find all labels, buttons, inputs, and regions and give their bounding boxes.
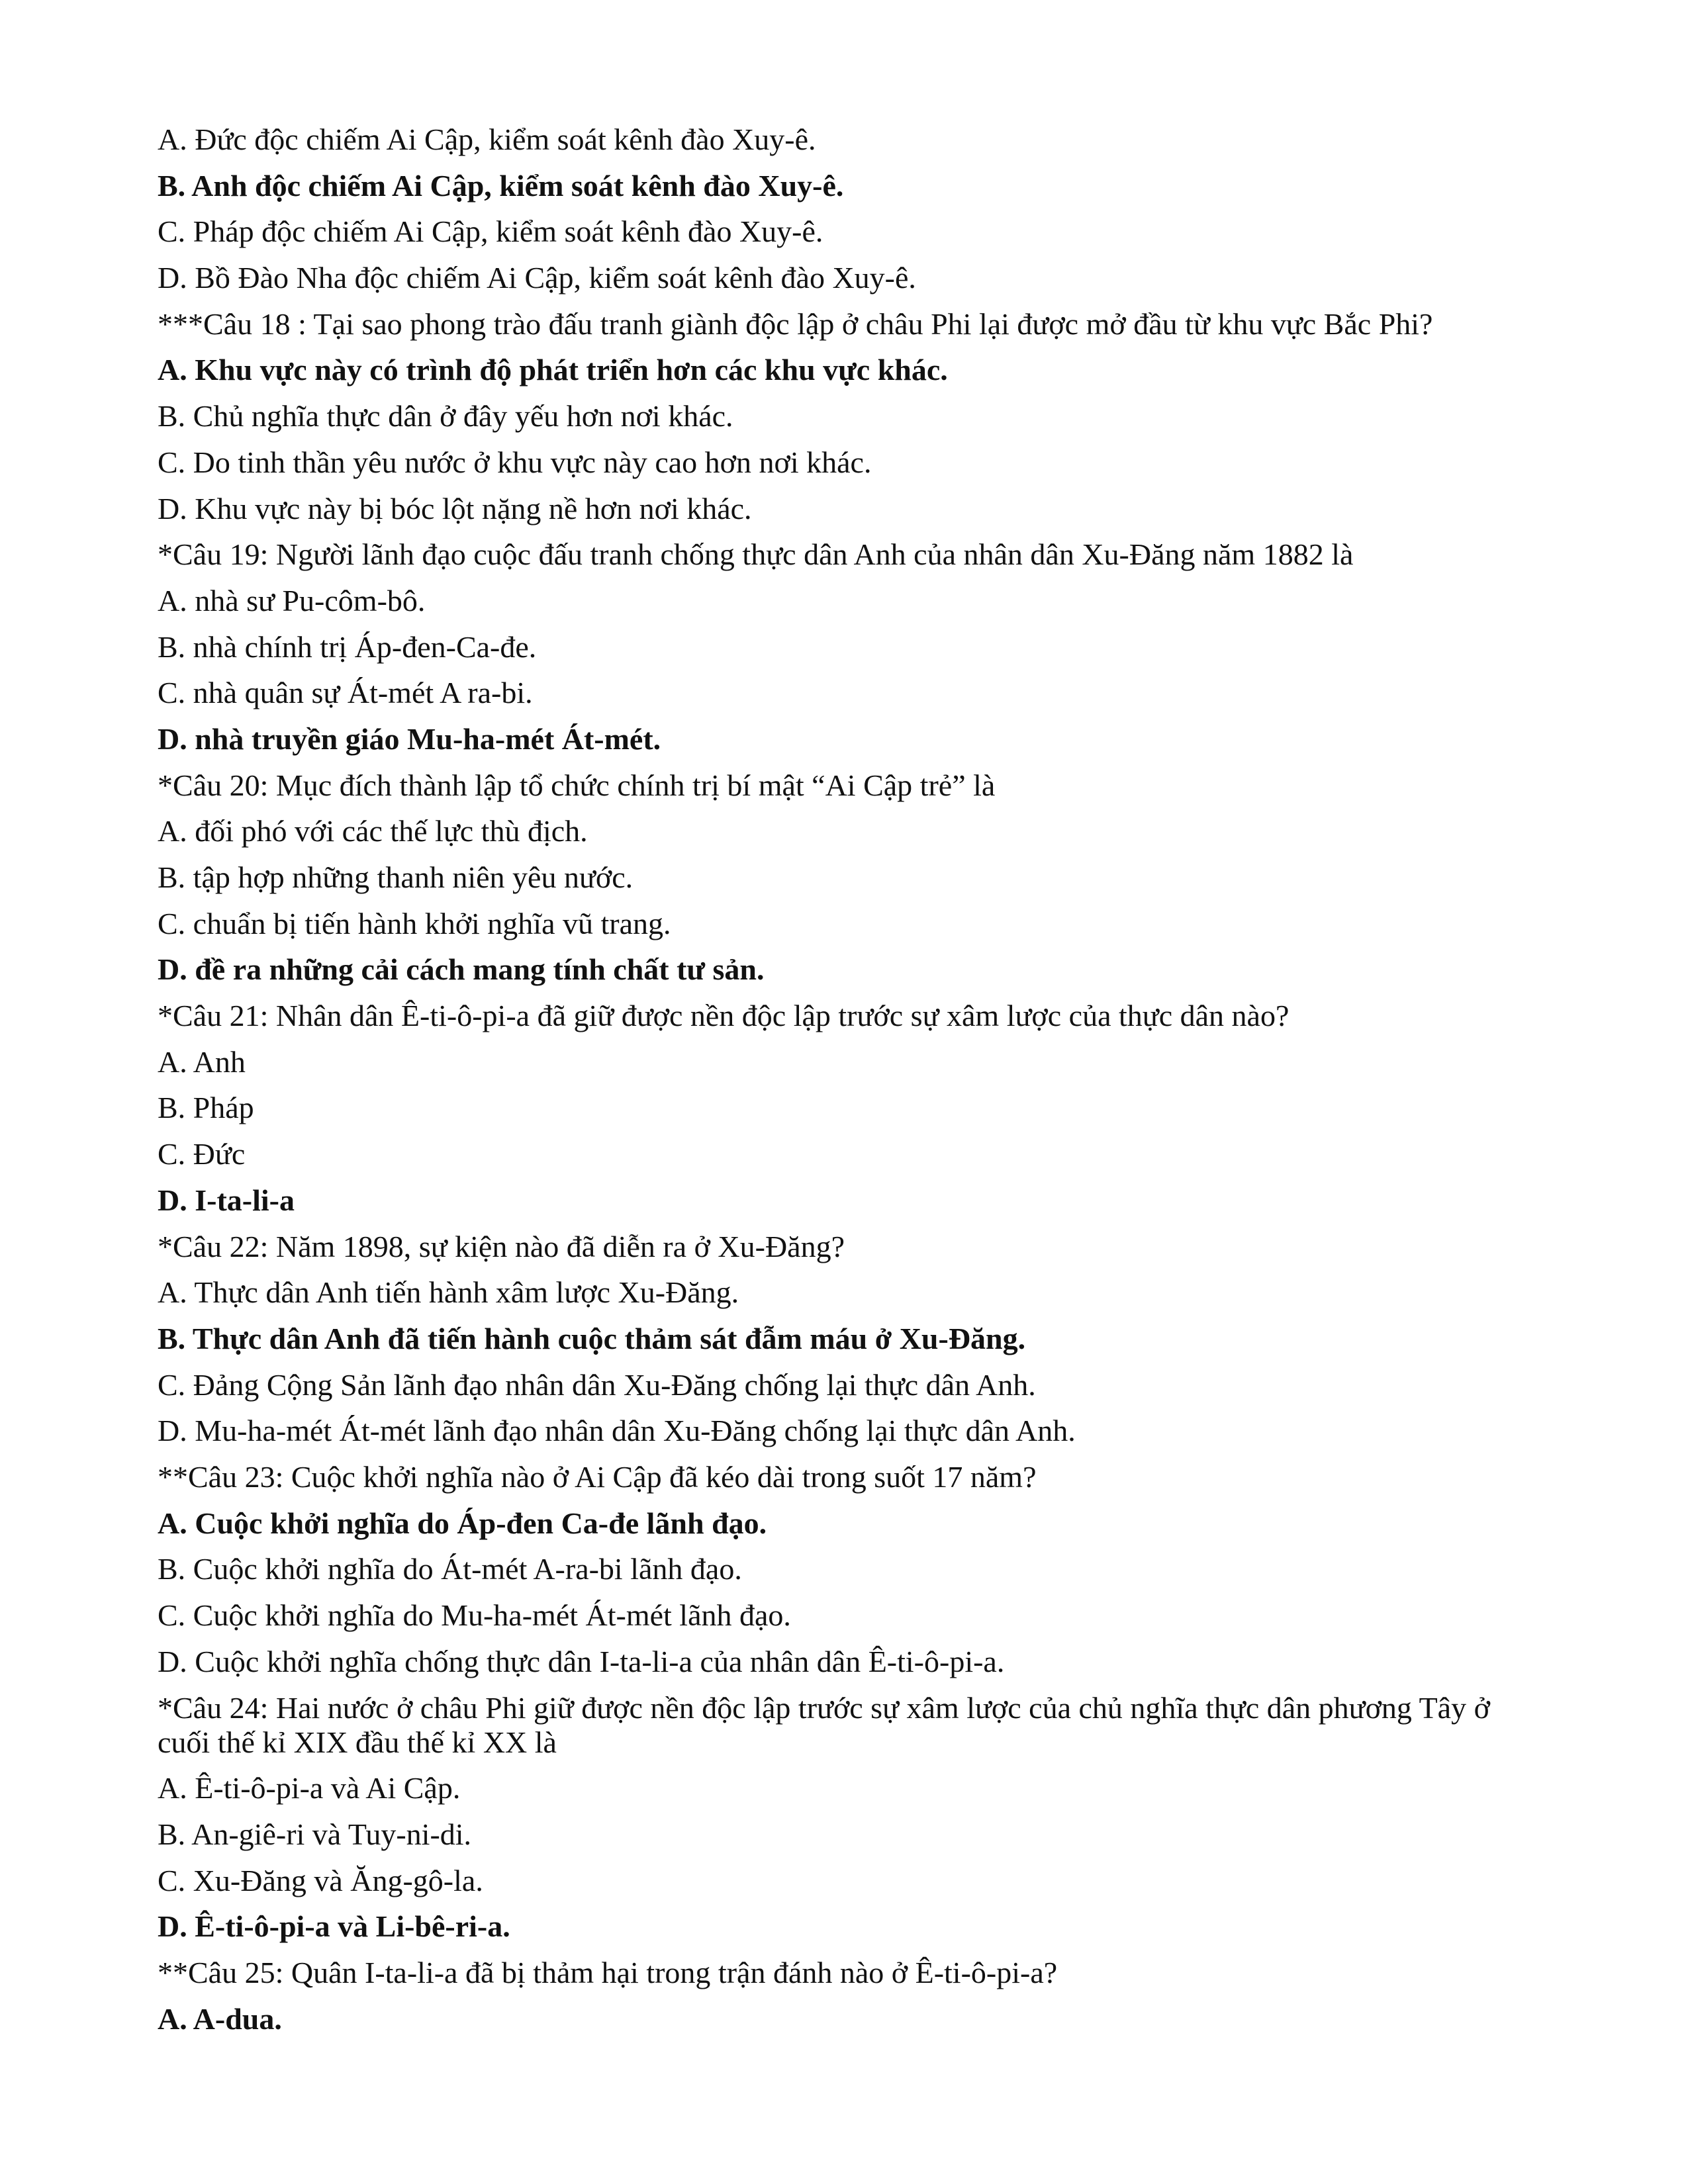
answer-option: D. Bồ Đào Nha độc chiếm Ai Cập, kiểm soát kênh đào Xuy-ê.: [158, 261, 916, 295]
answer-option: C. Đảng Cộng Sản lãnh đạo nhân dân Xu-Đăng chống lại thực dân Anh.: [158, 1367, 1036, 1402]
answer-option: C. Do tinh thần yêu nước ở khu vực này cao hơn nơi khác.: [158, 445, 872, 479]
answer-option: D. Khu vực này bị bóc lột nặng nề hơn nơi khác.: [158, 491, 752, 525]
answer-option: C. Xu-Đăng và Ăng-gô-la.: [158, 1863, 483, 1897]
answer-option: A. nhà sư Pu-côm-bô.: [158, 583, 426, 617]
document-body: [158, 116, 1534, 2042]
question-text: *Câu 20: Mục đích thành lập tổ chức chính trị bí mật “Ai Cập trẻ” là: [158, 768, 996, 802]
answer-option: B. Cuộc khởi nghĩa do Át-mét A-ra-bi lãnh đạo.: [158, 1552, 742, 1586]
question-text: *Câu 19: Người lãnh đạo cuộc đấu tranh chống thực dân Anh của nhân dân Xu-Đăng năm 1882 là: [158, 537, 1354, 572]
answer-option: A. Anh: [158, 1044, 246, 1079]
question-text: *Câu 24: Hai nước ở châu Phi giữ được nền độc lập trước sự xâm lược của chủ nghĩa thực dân phương Tây ở cuối thế kỉ XIX đầu thế kỉ XX là: [158, 1691, 1490, 1760]
answer-option: B. An-giê-ri và Tuy-ni-di.: [158, 1817, 472, 1852]
question-text: ***Câu 18 : Tại sao phong trào đấu tranh giành độc lập ở châu Phi lại được mở đầu từ khu vực Bắc Phi?: [158, 306, 1433, 341]
question-text: *Câu 22: Năm 1898, sự kiện nào đã diễn ra ở Xu-Đăng?: [158, 1229, 845, 1263]
answer-option: B. Chủ nghĩa thực dân ở đây yếu hơn nơi khác.: [158, 399, 733, 433]
question-text: **Câu 25: Quân I-ta-li-a đã bị thảm hại trong trận đánh nào ở Ê-ti-ô-pi-a?: [158, 1956, 1058, 1990]
answer-option-correct: D. đề ra những cải cách mang tính chất tư sản.: [158, 952, 765, 987]
answer-option: A. Ê-ti-ô-pi-a và Ai Cập.: [158, 1771, 461, 1805]
answer-option-correct: A. Cuộc khởi nghĩa do Áp-đen Ca-đe lãnh đạo.: [158, 1506, 767, 1540]
answer-option: A. Thực dân Anh tiến hành xâm lược Xu-Đăng.: [158, 1275, 739, 1310]
answer-option: C. Đức: [158, 1137, 246, 1171]
answer-option-correct: A. A-dua.: [158, 2001, 282, 2036]
answer-option: C. chuẩn bị tiến hành khởi nghĩa vũ trang.: [158, 906, 671, 940]
answer-option: C. Cuộc khởi nghĩa do Mu-ha-mét Át-mét lãnh đạo.: [158, 1598, 791, 1632]
answer-option: D. Cuộc khởi nghĩa chống thực dân I-ta-li-a của nhân dân Ê-ti-ô-pi-a.: [158, 1644, 1005, 1678]
answer-option: C. Pháp độc chiếm Ai Cập, kiểm soát kênh đào Xuy-ê.: [158, 214, 823, 249]
answer-option: B. nhà chính trị Áp-đen-Ca-đe.: [158, 629, 537, 664]
answer-option: A. Đức độc chiếm Ai Cập, kiểm soát kênh đào Xuy-ê.: [158, 122, 816, 156]
answer-option: A. đối phó với các thế lực thù địch.: [158, 814, 588, 848]
answer-option-correct: D. I-ta-li-a: [158, 1183, 295, 1217]
answer-option: B. Pháp: [158, 1091, 254, 1125]
answer-option: D. Mu-ha-mét Át-mét lãnh đạo nhân dân Xu-Đăng chống lại thực dân Anh.: [158, 1414, 1076, 1448]
answer-option: C. nhà quân sự Át-mét A ra-bi.: [158, 676, 533, 710]
answer-option: B. tập hợp những thanh niên yêu nước.: [158, 860, 633, 894]
answer-option-correct: D. Ê-ti-ô-pi-a và Li-bê-ri-a.: [158, 1909, 510, 1944]
question-text: *Câu 21: Nhân dân Ê-ti-ô-pi-a đã giữ được nền độc lập trước sự xâm lược của thực dân nào?: [158, 999, 1289, 1033]
answer-option-correct: D. nhà truyền giáo Mu-ha-mét Át-mét.: [158, 721, 661, 756]
answer-option-correct: A. Khu vực này có trình độ phát triển hơn các khu vực khác.: [158, 353, 948, 387]
answer-option-correct: B. Anh độc chiếm Ai Cập, kiểm soát kênh đào Xuy-ê.: [158, 168, 844, 203]
answer-option-correct: B. Thực dân Anh đã tiến hành cuộc thảm sát đẫm máu ở Xu-Đăng.: [158, 1321, 1026, 1355]
question-text: **Câu 23: Cuộc khởi nghĩa nào ở Ai Cập đã kéo dài trong suốt 17 năm?: [158, 1459, 1037, 1494]
